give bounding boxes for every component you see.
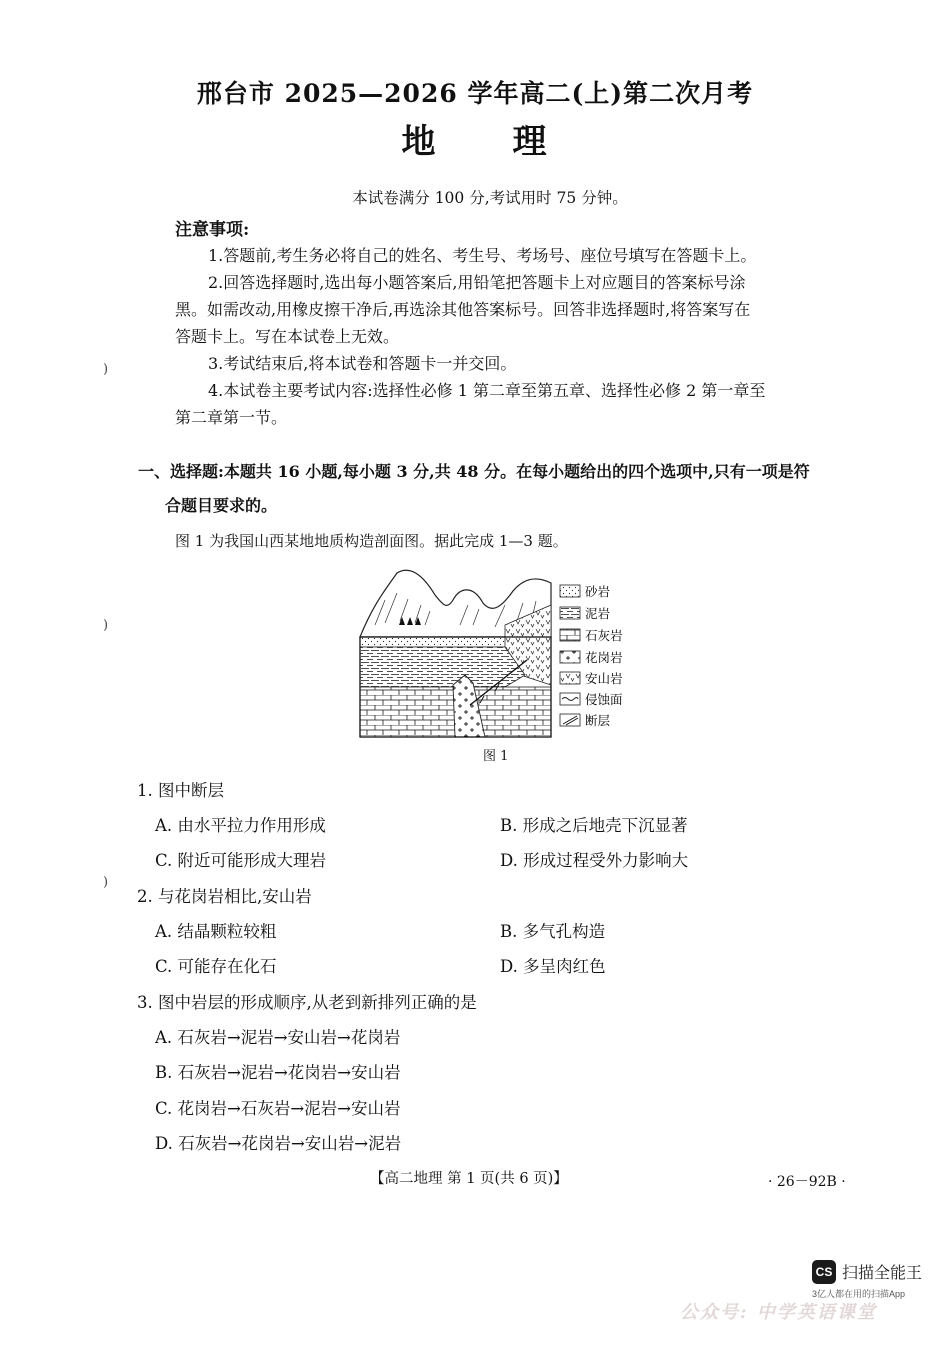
- question-option: D. 多呈肉红色: [500, 957, 606, 976]
- figure-intro: 图 1 为我国山西某地地质构造剖面图。据此完成 1—3 题。: [175, 532, 568, 550]
- legend-item-granite: [560, 650, 623, 665]
- exam-title: 邢台市 2025—2026 学年高二(上)第二次月考: [196, 79, 754, 108]
- notice-line: 黑。如需改动,用橡皮擦干净后,再选涂其他答案标号。回答非选择题时,将答案写在: [175, 300, 751, 319]
- legend-label: 石灰岩: [585, 628, 623, 643]
- legend-item-mudstone: [560, 606, 610, 621]
- legend-label: 花岗岩: [585, 650, 623, 665]
- scanner-app-name: 扫描全能王: [842, 1265, 923, 1282]
- camscanner-logo-icon: CS: [812, 1260, 836, 1284]
- legend-item-limestone: [560, 628, 623, 643]
- binding-mark: ): [103, 362, 109, 377]
- question-stem: 2. 与花岗岩相比,安山岩: [137, 887, 312, 906]
- question-option: D. 形成过程受外力影响大: [500, 851, 689, 870]
- notice-line: 答题卡上。写在本试卷上无效。: [175, 327, 400, 346]
- cross-section-block: [360, 570, 551, 737]
- question-option: B. 多气孔构造: [500, 922, 606, 941]
- question-stem: 1. 图中断层: [137, 781, 224, 800]
- notice-line: 4.本试卷主要考试内容:选择性必修 1 第二章至第五章、选择性必修 2 第一章至: [208, 381, 766, 400]
- legend-item-erosion-surface: [560, 692, 623, 707]
- legend-label: 泥岩: [585, 606, 611, 621]
- section-heading-cont: 合题目要求的。: [165, 496, 278, 515]
- legend-item-sandstone: [560, 584, 610, 599]
- watermark: 公众号: 中学英语课堂: [680, 1302, 877, 1323]
- geologic-cross-section-figure: [355, 565, 630, 745]
- question-option: C. 花岗岩→石灰岩→泥岩→安山岩: [155, 1099, 401, 1118]
- subject-char-1: 地: [401, 122, 438, 162]
- question-option: D. 石灰岩→花岗岩→安山岩→泥岩: [155, 1134, 402, 1153]
- question-option: C. 可能存在化石: [155, 957, 277, 976]
- question-stem: 3. 图中岩层的形成顺序,从老到新排列正确的是: [137, 993, 477, 1012]
- question-option: B. 形成之后地壳下沉显著: [500, 816, 688, 835]
- legend-item-andesite: [560, 671, 623, 686]
- notice-line: 第二章第一节。: [175, 408, 288, 427]
- section-heading: 一、选择题:本题共 16 小题,每小题 3 分,共 48 分。在每小题给出的四个选项中,只有一项是符: [138, 462, 810, 481]
- notice-line: 1.答题前,考生务必将自己的姓名、考生号、考场号、座位号填写在答题卡上。: [208, 246, 757, 265]
- question-option: A. 由水平拉力作用形成: [155, 816, 326, 835]
- paper-code: · 26－92B ·: [768, 1174, 846, 1190]
- question-option: B. 石灰岩→泥岩→花岗岩→安山岩: [155, 1063, 401, 1082]
- legend-label: 安山岩: [585, 671, 623, 686]
- question-option: A. 石灰岩→泥岩→安山岩→花岗岩: [155, 1028, 401, 1047]
- binding-mark: ): [103, 875, 109, 890]
- notice-line: 2.回答选择题时,选出每小题答案后,用铅笔把答题卡上对应题目的答案标号涂: [208, 273, 746, 292]
- notice-heading: 注意事项:: [175, 220, 250, 240]
- subject-char-2: 理: [512, 122, 549, 162]
- legend-item-fault: [560, 713, 611, 728]
- question-option: C. 附近可能形成大理岩: [155, 851, 327, 870]
- scanner-tagline: 3亿人都在用的扫描App: [812, 1289, 906, 1299]
- legend-label: 断层: [585, 713, 611, 728]
- page-footer: 【高二地理 第 1 页(共 6 页)】: [370, 1171, 568, 1187]
- exam-intro: 本试卷满分 100 分,考试用时 75 分钟。: [352, 189, 628, 207]
- binding-mark: ): [103, 618, 109, 633]
- question-option: A. 结晶颗粒较粗: [155, 922, 277, 941]
- subject-title: [0, 114, 950, 163]
- figure-caption: 图 1: [483, 749, 509, 764]
- notice-line: 3.考试结束后,将本试卷和答题卡一并交回。: [208, 354, 517, 373]
- legend-label: 侵蚀面: [585, 692, 623, 707]
- legend-label: 砂岩: [585, 584, 611, 599]
- figure-legend: [560, 584, 623, 728]
